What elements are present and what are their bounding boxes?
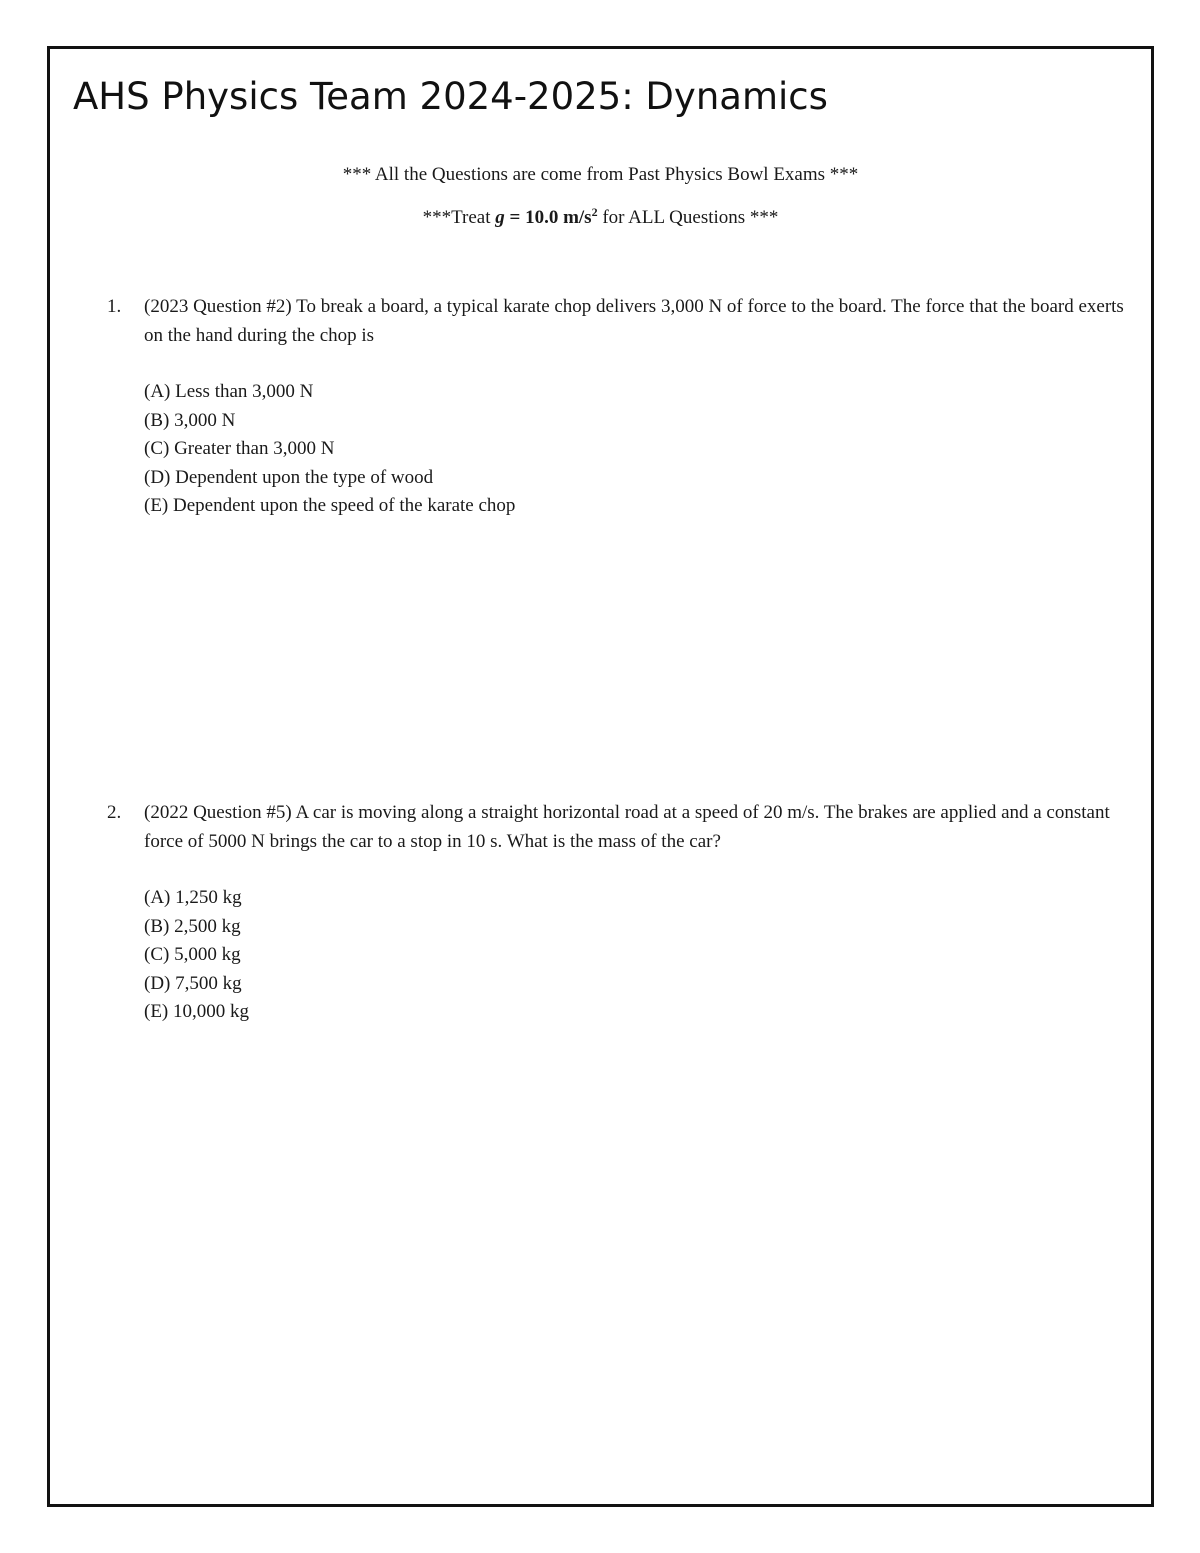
gravity-symbol: g [495,207,505,228]
gravity-exponent: 2 [591,205,598,219]
answer-choice-c: (C) 5,000 kg [144,944,241,965]
page-border [47,46,1154,1507]
source-notice: *** All the Questions are come from Past Physics Bowl Exams *** [342,164,859,185]
gravity-value: 10.0 m/s [525,207,592,228]
question-number: 2. [107,802,122,823]
answer-choice-a: (A) 1,250 kg [144,887,242,908]
gravity-notice-suffix: for ALL Questions *** [597,207,779,228]
gravity-equals: = [504,207,526,228]
gravity-notice-prefix: ***Treat [422,207,496,228]
answer-choice-b: (B) 2,500 kg [144,915,241,937]
question-2 [107,799,1127,1027]
answer-choice-d: (D) Dependent upon the type of wood [144,466,434,488]
answer-choice-e: (E) 10,000 kg [144,1001,250,1022]
question-text: (2022 Question #5) A car is moving along a straight horizontal road at a speed of 20 m/s. The brakes are applied and a constant force of 5000 N brings the car to a stop in 10 s. What is the mass of the car? [144,802,1110,852]
answer-choices [144,378,1127,521]
answer-choices [144,884,1127,1027]
document-title: AHS Physics Team 2024-2025: Dynamics [73,75,828,118]
answer-choice-a: (A) Less than 3,000 N [144,381,314,402]
question-number: 1. [107,296,122,317]
answer-choice-e: (E) Dependent upon the speed of the karate chop [144,495,516,516]
question-1 [107,293,1127,521]
gravity-notice [50,205,1151,231]
answer-choice-d: (D) 7,500 kg [144,972,242,994]
question-text: (2023 Question #2) To break a board, a typical karate chop delivers 3,000 N of force to the board. The force that the board exerts on the hand during the chop is [144,296,1124,346]
answer-choice-c: (C) Greater than 3,000 N [144,438,335,459]
answer-choice-b: (B) 3,000 N [144,409,236,431]
